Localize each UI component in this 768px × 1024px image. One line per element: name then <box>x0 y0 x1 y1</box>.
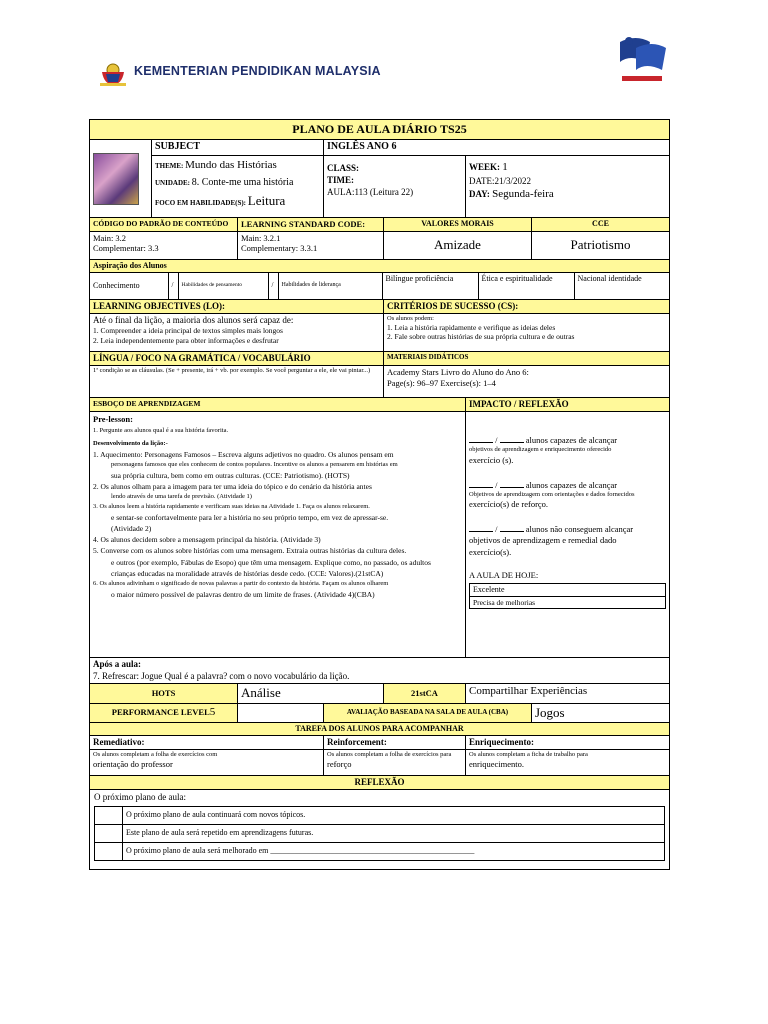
theme-value: Mundo das Histórias <box>185 159 277 171</box>
materials-label: MATERIAIS DIDÁTICOS <box>384 351 670 365</box>
development-item-5-end: crianças educadas na moralidade através de histórias desde cedo. (CCE: Valores).(21stCA) <box>111 568 384 578</box>
lo-content <box>90 313 384 351</box>
reflection-option-2: Este plano de aula será repetido em aprendizagens futuras. <box>123 824 665 842</box>
materials-pages: Page(s): 96–97 Exercise(s): 1–4 <box>387 377 496 388</box>
lesson-value: AULA:113 (Leitura 22) <box>327 187 414 198</box>
book-cover-image <box>93 153 139 205</box>
reinforcement-label: Reinforcement: <box>324 735 466 749</box>
unit-value: 8. Conte-me uma história <box>191 176 294 188</box>
development-item-1-cont: personagens famosos que eles conhecem de contos populares. Incentive os alunos a pensarem em histórias em <box>111 460 398 468</box>
remedial-content <box>90 750 324 776</box>
aspiration-knowledge: Conhecimento <box>90 273 168 299</box>
development-item-5-cont: e outros (por exemplo, Fábulas de Esopo) que têm uma mensagem. Explique como, no passado, os adultos <box>111 557 431 567</box>
aspiration-sep-2: / <box>268 273 278 299</box>
aspiration-thinking: Habilidades de pensamento <box>178 273 268 299</box>
reflection-option-3: O próximo plano de aula será melhorado em ___________________________________________________ <box>123 842 665 860</box>
day-value: Segunda-feira <box>492 187 554 200</box>
hots-label: HOTS <box>90 684 238 703</box>
development-item-3: 3. Os alunos leem a história rapidamente e verificam suas ideias na Atividade 1. Faça os alunos relaxarem. <box>93 502 370 510</box>
subject-label: SUBJECT <box>152 140 324 156</box>
impact-line-3c: exercício(s). <box>469 546 512 557</box>
impact-line-3b: objetivos de aprendizagem e remedial dado <box>469 535 617 546</box>
aspiration-national: Nacional identidade <box>577 273 642 283</box>
plan-title: PLANO DE AULA DIÁRIO TS25 <box>90 120 670 140</box>
reinforcement-line-1: Os alunos completam a folha de exercícios para <box>327 751 452 759</box>
outline-content <box>90 412 466 658</box>
enrichment-line-1: Os alunos completam a ficha de trabalho para <box>469 751 588 759</box>
reflection-options <box>94 806 665 861</box>
week-value: 1 <box>502 161 508 173</box>
reflection-content <box>90 790 670 870</box>
learning-main: Main: 3.2.1 <box>241 232 281 243</box>
ca-value: Compartilhar Experiências <box>466 684 670 703</box>
cs-item-1: 1. Leia a história rapidamente e verifique as ideias deles <box>387 323 556 332</box>
cba-label: AVALIAÇÃO BASEADA NA SALA DE AULA (CBA) <box>324 703 532 722</box>
impact-line-3: / alunos não conseguem alcançar <box>469 524 666 535</box>
cba-value: Jogos <box>532 703 670 722</box>
class-time-cell <box>324 156 466 218</box>
week-date-day-cell <box>466 156 670 218</box>
impact-line-2: / alunos capazes de alcançar <box>469 480 666 491</box>
date-value: DATE:21/3/2022 <box>469 175 531 186</box>
development-item-1-end: sua própria cultura, bem como em outras culturas. (CCE: Patriotismo). (HOTS) <box>111 470 350 480</box>
outline-label: ESBOÇO DE APRENDIZAGEM <box>90 398 466 412</box>
cs-item-2: 2. Fale sobre outras histórias de sua própria cultura e de outras <box>387 332 575 342</box>
time-label: TIME: <box>327 175 354 186</box>
learning-standard-values <box>238 231 384 259</box>
moral-value: Amizade <box>384 231 532 259</box>
development-item-6: 6. Os alunos adivinham o significado de novas palavras a partir do contexto da história. Façam os alunos olharem <box>93 580 389 588</box>
theme-label: THEME: <box>155 162 184 170</box>
cs-intro: Os alunos podem: <box>387 314 434 322</box>
reflection-option-1: O próximo plano de aula continuará com novos tópicos. <box>123 806 665 824</box>
enrichment-label: Enriquecimento: <box>466 735 670 749</box>
development-item-2-cont: lendo através de uma tarefa de previsão. (Atividade 1) <box>111 493 252 501</box>
impact-line-1b: objetivos de aprendizagem e enriquecimento oferecido <box>469 446 612 454</box>
unit-label: UNIDADE: <box>155 178 190 187</box>
after-lesson <box>90 658 670 684</box>
enrichment-line-2: enriquecimento. <box>469 759 524 770</box>
impact-line-1: / alunos capazes de alcançar <box>469 435 666 446</box>
aspiration-ethics: Ética e espiritualidade <box>478 273 574 299</box>
school-logo-icon <box>616 32 668 86</box>
reflection-intro: O próximo plano de aula: <box>94 792 186 803</box>
performance-label: PERFORMANCE LEVEL5 <box>90 703 238 722</box>
textbook-cover <box>90 140 152 218</box>
remedial-line-2: orientação do professor <box>93 759 173 770</box>
rating-needs-improvement[interactable]: Precisa de melhorias <box>470 596 666 608</box>
lo-label: LEARNING OBJECTIVES (LO): <box>90 299 384 313</box>
ministry-title: KEMENTERIAN PENDIDIKAN MALAYSIA <box>134 64 381 78</box>
aspiration-label: Aspiração dos Alunos <box>90 259 670 272</box>
rating-excellent[interactable]: Excelente <box>470 583 666 596</box>
materials-content <box>384 366 670 398</box>
subject-value: INGLÊS ANO 6 <box>324 140 670 156</box>
development-item-5: 5. Converse com os alunos sobre histórias com uma mensagem. Extraia outras histórias da cultura deles. <box>93 546 407 556</box>
content-standard-values <box>90 231 238 259</box>
day-label: DAY: <box>469 188 490 199</box>
cce-value: Patriotismo <box>532 231 670 259</box>
aspiration-bilingual: Bilíngue proficiência <box>382 273 478 299</box>
content-standard-label: CÓDIGO DO PADRÃO DE CONTEÚDO <box>90 218 238 232</box>
cs-content <box>384 313 670 351</box>
tasks-label: TAREFA DOS ALUNOS PARA ACOMPANHAR <box>90 722 670 735</box>
class-label: CLASS: <box>327 163 360 173</box>
cce-label: CCE <box>532 218 670 232</box>
development-item-6-cont: o maior número possível de palavras dentro de um limite de frases. (Atividade 4)(CBA) <box>111 589 375 599</box>
reflection-checkbox-2[interactable] <box>95 824 123 842</box>
lo-intro: Até o final da lição, a maioria dos alunos será capaz de: <box>93 314 294 325</box>
materials-book: Academy Stars Livro do Aluno do Ano 6: <box>387 367 529 378</box>
performance-spacer <box>238 703 324 722</box>
hots-value: Análise <box>238 684 384 703</box>
impact-line-2b: Objetivos de aprendizagem com orientações e dados fornecidos <box>469 490 635 498</box>
reflection-checkbox-3[interactable] <box>95 842 123 860</box>
after-lesson-item: 7. Refrescar: Jogue Qual é a palavra? com o novo vocabulário da lição. <box>93 670 350 681</box>
development-item-1: 1. Aquecimento: Personagens Famosos – Escreva alguns adjetivos no quadro. Os alunos pensam em <box>93 449 394 459</box>
aspiration-row <box>90 272 670 299</box>
reinforcement-content <box>324 750 466 776</box>
learning-standard-label: LEARNING STANDARD CODE: <box>238 218 384 232</box>
development-item-4: 4. Os alunos decidem sobre a mensagem principal da história. (Atividade 3) <box>93 535 321 545</box>
focus-value: Leitura <box>247 192 286 208</box>
development-label: Desenvolvimento da lição:- <box>93 439 168 447</box>
focus-label: FOCO EM HABILIDADE(S): <box>155 198 247 207</box>
reflection-checkbox-1[interactable] <box>95 806 123 824</box>
lo-item-1: 1. Compreender a ideia principal de textos simples mais longos <box>93 326 283 336</box>
malaysia-coat-of-arms-icon <box>98 58 128 88</box>
enrichment-content <box>466 750 670 776</box>
ca-label: 21stCA <box>384 684 466 703</box>
reinforcement-line-2: reforço <box>327 759 352 770</box>
development-item-3-cont: e sentar-se confortavelmente para ler a história no seu próprio tempo, em vez de apressar-se. <box>111 512 389 522</box>
impact-line-2c: exercício(s) de reforço. <box>469 499 549 510</box>
language-text: 1ª condição se as cláusulas. (Se + presente, irá + vb. por exemplo. Se você perguntar a ele, ele vai pintar...) <box>90 366 384 398</box>
language-label: LÍNGUA / FOCO NA GRAMÁTICA / VOCABULÁRIO <box>90 351 384 365</box>
aspiration-leadership: Habilidades de liderança <box>278 273 382 299</box>
impact-content <box>466 412 670 658</box>
lesson-plan-table <box>89 119 670 870</box>
lesson-plan-document <box>89 119 669 870</box>
development-item-2: 2. Os alunos olham para a imagem para ter uma ideia do tópico e do cenário da história antes <box>93 481 372 491</box>
content-complementary: Complementar: 3.3 <box>93 243 159 254</box>
content-main: Main: 3.2 <box>93 232 127 243</box>
after-lesson-label: Após a aula: <box>93 659 142 670</box>
lo-item-2: 2. Leia independentemente para obter informações e desfrutar <box>93 335 279 345</box>
theme-unit-focus <box>152 156 324 218</box>
remedial-label: Remediativo: <box>90 735 324 749</box>
development-item-3-end: (Atividade 2) <box>111 523 152 533</box>
aspiration-sep-1: / <box>168 273 178 299</box>
moral-values-label: VALORES MORAIS <box>384 218 532 232</box>
reflection-label: REFLEXÃO <box>90 776 670 790</box>
today-lesson-label: A AULA DE HOJE: <box>469 569 539 580</box>
remedial-line-1: Os alunos completam a folha de exercícios com <box>93 751 218 759</box>
impact-line-1c: exercício (s). <box>469 454 514 465</box>
today-rating-table <box>469 583 666 609</box>
learning-complementary: Complementary: 3.3.1 <box>241 243 318 254</box>
pre-lesson-item: 1. Pergunte aos alunos qual é a sua história favorita. <box>93 427 229 435</box>
cs-label: CRITÉRIOS DE SUCESSO (CS): <box>384 299 670 313</box>
pre-lesson-label: Pre-lesson: <box>93 414 133 425</box>
week-label: WEEK: <box>469 162 501 172</box>
impact-label: IMPACTO / REFLEXÃO <box>466 398 670 412</box>
